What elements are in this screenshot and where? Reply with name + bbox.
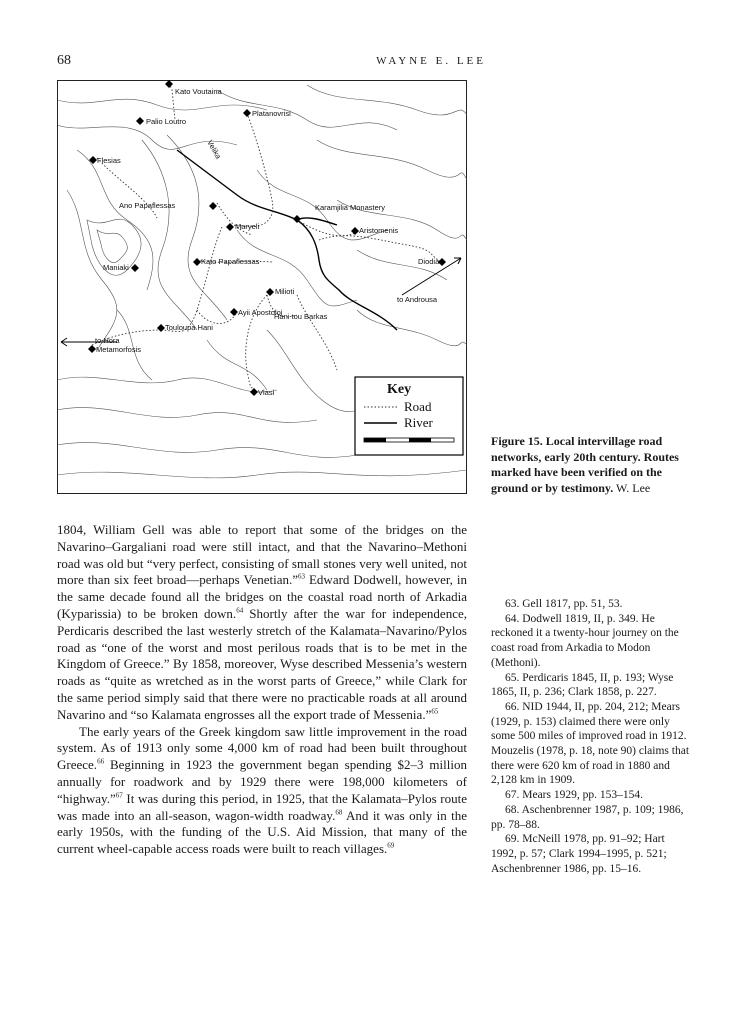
running-head: WAYNE E. LEE bbox=[376, 55, 486, 67]
caption-credit: W. Lee bbox=[616, 480, 651, 495]
label-velika: Velika bbox=[205, 138, 224, 161]
footnote: 69. McNeill 1978, pp. 91–92; Hart 1992, p. 57; Clark 1994–1995, p. 521; Aschenbrenner 1986, pp. 15–16. bbox=[491, 833, 667, 875]
label-milioti: Milioti bbox=[275, 287, 295, 296]
scale-bar-segment bbox=[364, 438, 386, 442]
footnote: 65. Perdicaris 1845, II, p. 193; Wyse 1865, II, p. 236; Clark 1858, p. 227. bbox=[491, 671, 674, 699]
label-metamorfosis: Metamorfosis bbox=[96, 345, 142, 354]
label-to-hora: to Hora bbox=[95, 336, 120, 345]
key-title: Key bbox=[387, 382, 412, 397]
label-karamjilia: Karamjilia Monastery bbox=[315, 203, 386, 212]
route-map bbox=[57, 80, 467, 494]
footnote: 68. Aschenbrenner 1987, p. 109; 1986, pp. 78–88. bbox=[491, 803, 684, 831]
label-maryeli: Maryeli bbox=[235, 222, 260, 231]
label-kato-voutaina: Kato Voutaina bbox=[175, 87, 222, 96]
label-platanovrisi: Platanovrisi bbox=[252, 109, 291, 118]
label-ayii-apostoloi: Ayii Apostoloi bbox=[238, 308, 283, 317]
footnote: 67. Mears 1929, pp. 153–154. bbox=[505, 789, 643, 802]
label-flesias: Flesias bbox=[97, 156, 121, 165]
label-touloupa-hani: Touloupa Hani bbox=[165, 323, 213, 332]
footnote: 66. NID 1944, II, pp. 204, 212; Mears (1929, p. 153) claimed there were only some 500 miles of improved road in 1912. Mouzelis (1978, p. 18, note 90) claims that there were 620 km of road in 1880 and 2,128 km in 1909. bbox=[491, 700, 690, 787]
paragraph: The early years of the Greek kingdom saw little improvement in the road system. As of 1913 only some 4,000 km of road had been built throughout Greece.$^{66}$ Beginning in 1923 the government began spending $2–3 million annually for roadwork and by 1929 there were 198,000 kilometers of “highway.”$^{67}$ It was during this period, in 1925, that the Kalamata–Pylos route was made into an all-season, wagon-width roadway.$^{68}$ And it was only in the early 1950s, with the funding of the U.S. Aid Mission, that many of the current wheel-capable access roads were built to reach villages.$^{69}$ bbox=[57, 723, 468, 857]
label-maniaki: Maniaki bbox=[103, 263, 129, 272]
page-number: 68 bbox=[57, 53, 71, 68]
scale-bar-segment bbox=[409, 438, 431, 442]
footnote-ref: 68 bbox=[335, 808, 343, 817]
label-to-androusa: to Androusa bbox=[397, 295, 438, 304]
footnote-ref: 65 bbox=[431, 707, 439, 716]
label-vlasi: Vlasi bbox=[258, 388, 275, 397]
footnote-ref: 63 bbox=[298, 573, 305, 582]
caption-text: Figure 15. Local intervillage road networks, early 20th century. Routes marked have been verified on the ground or by testimony. bbox=[491, 434, 679, 495]
label-palio-loutro: Palio Loutro bbox=[146, 117, 187, 126]
footnotes bbox=[491, 597, 691, 876]
footnote: 63. Gell 1817, pp. 51, 53. bbox=[505, 598, 623, 610]
label-diodia: Diodia bbox=[418, 257, 440, 266]
key-road-label: Road bbox=[404, 399, 432, 414]
footnote: 64. Dodwell 1819, II, p. 349. He reckoned it a twenty-hour journey on the coast road from Arkadia to Modon (Methoni). bbox=[491, 612, 679, 669]
footnote-ref: 69 bbox=[387, 841, 395, 850]
footnote-ref: 64 bbox=[236, 606, 244, 615]
map-key bbox=[355, 377, 463, 455]
footnote-ref: 66 bbox=[97, 757, 105, 766]
label-ano-papaflessas: Ano Papaflessas bbox=[119, 201, 176, 210]
label-kato-papaflessas: Kato Papaflessas bbox=[201, 257, 260, 266]
footnote-ref: 67 bbox=[115, 791, 123, 800]
main-text bbox=[57, 522, 467, 858]
paragraph: 1804, William Gell was able to report that some of the bridges on the Navarino–Gargaliani road were still intact, and that the Navarino–Methoni road was old but “very perfect, consisting of small stones very well united, not more than six feet broad—perhaps Venetian.”$^{63}$ Edward Dodwell, however, in the same decade found all the bridges on the coastal road north of Arkadia (Kyparissia) to be broken down.$^{64}$ Shortly after the war for independence, Perdicaris described the last westerly stretch of the Kalamata–Navarino/Pylos road as “one of the worst and most perilous roads that is to be met in the Kingdom of Greece.” By 1858, moreover, Wyse described Messenia’s western roads as “quite as wretched as in the worst parts of Greece,” while Clark for the same period simply said that there were no practicable roads at all around Navarino and “so Kalamata engrosses all the export trade of Messenia.”$^{65}$ bbox=[57, 522, 468, 722]
key-river-label: River bbox=[404, 415, 433, 430]
label-hani-tou-barkas: Hani tou Barkas bbox=[274, 312, 328, 321]
label-aristomenis: Aristomenis bbox=[359, 226, 399, 235]
figure-caption bbox=[491, 434, 691, 496]
